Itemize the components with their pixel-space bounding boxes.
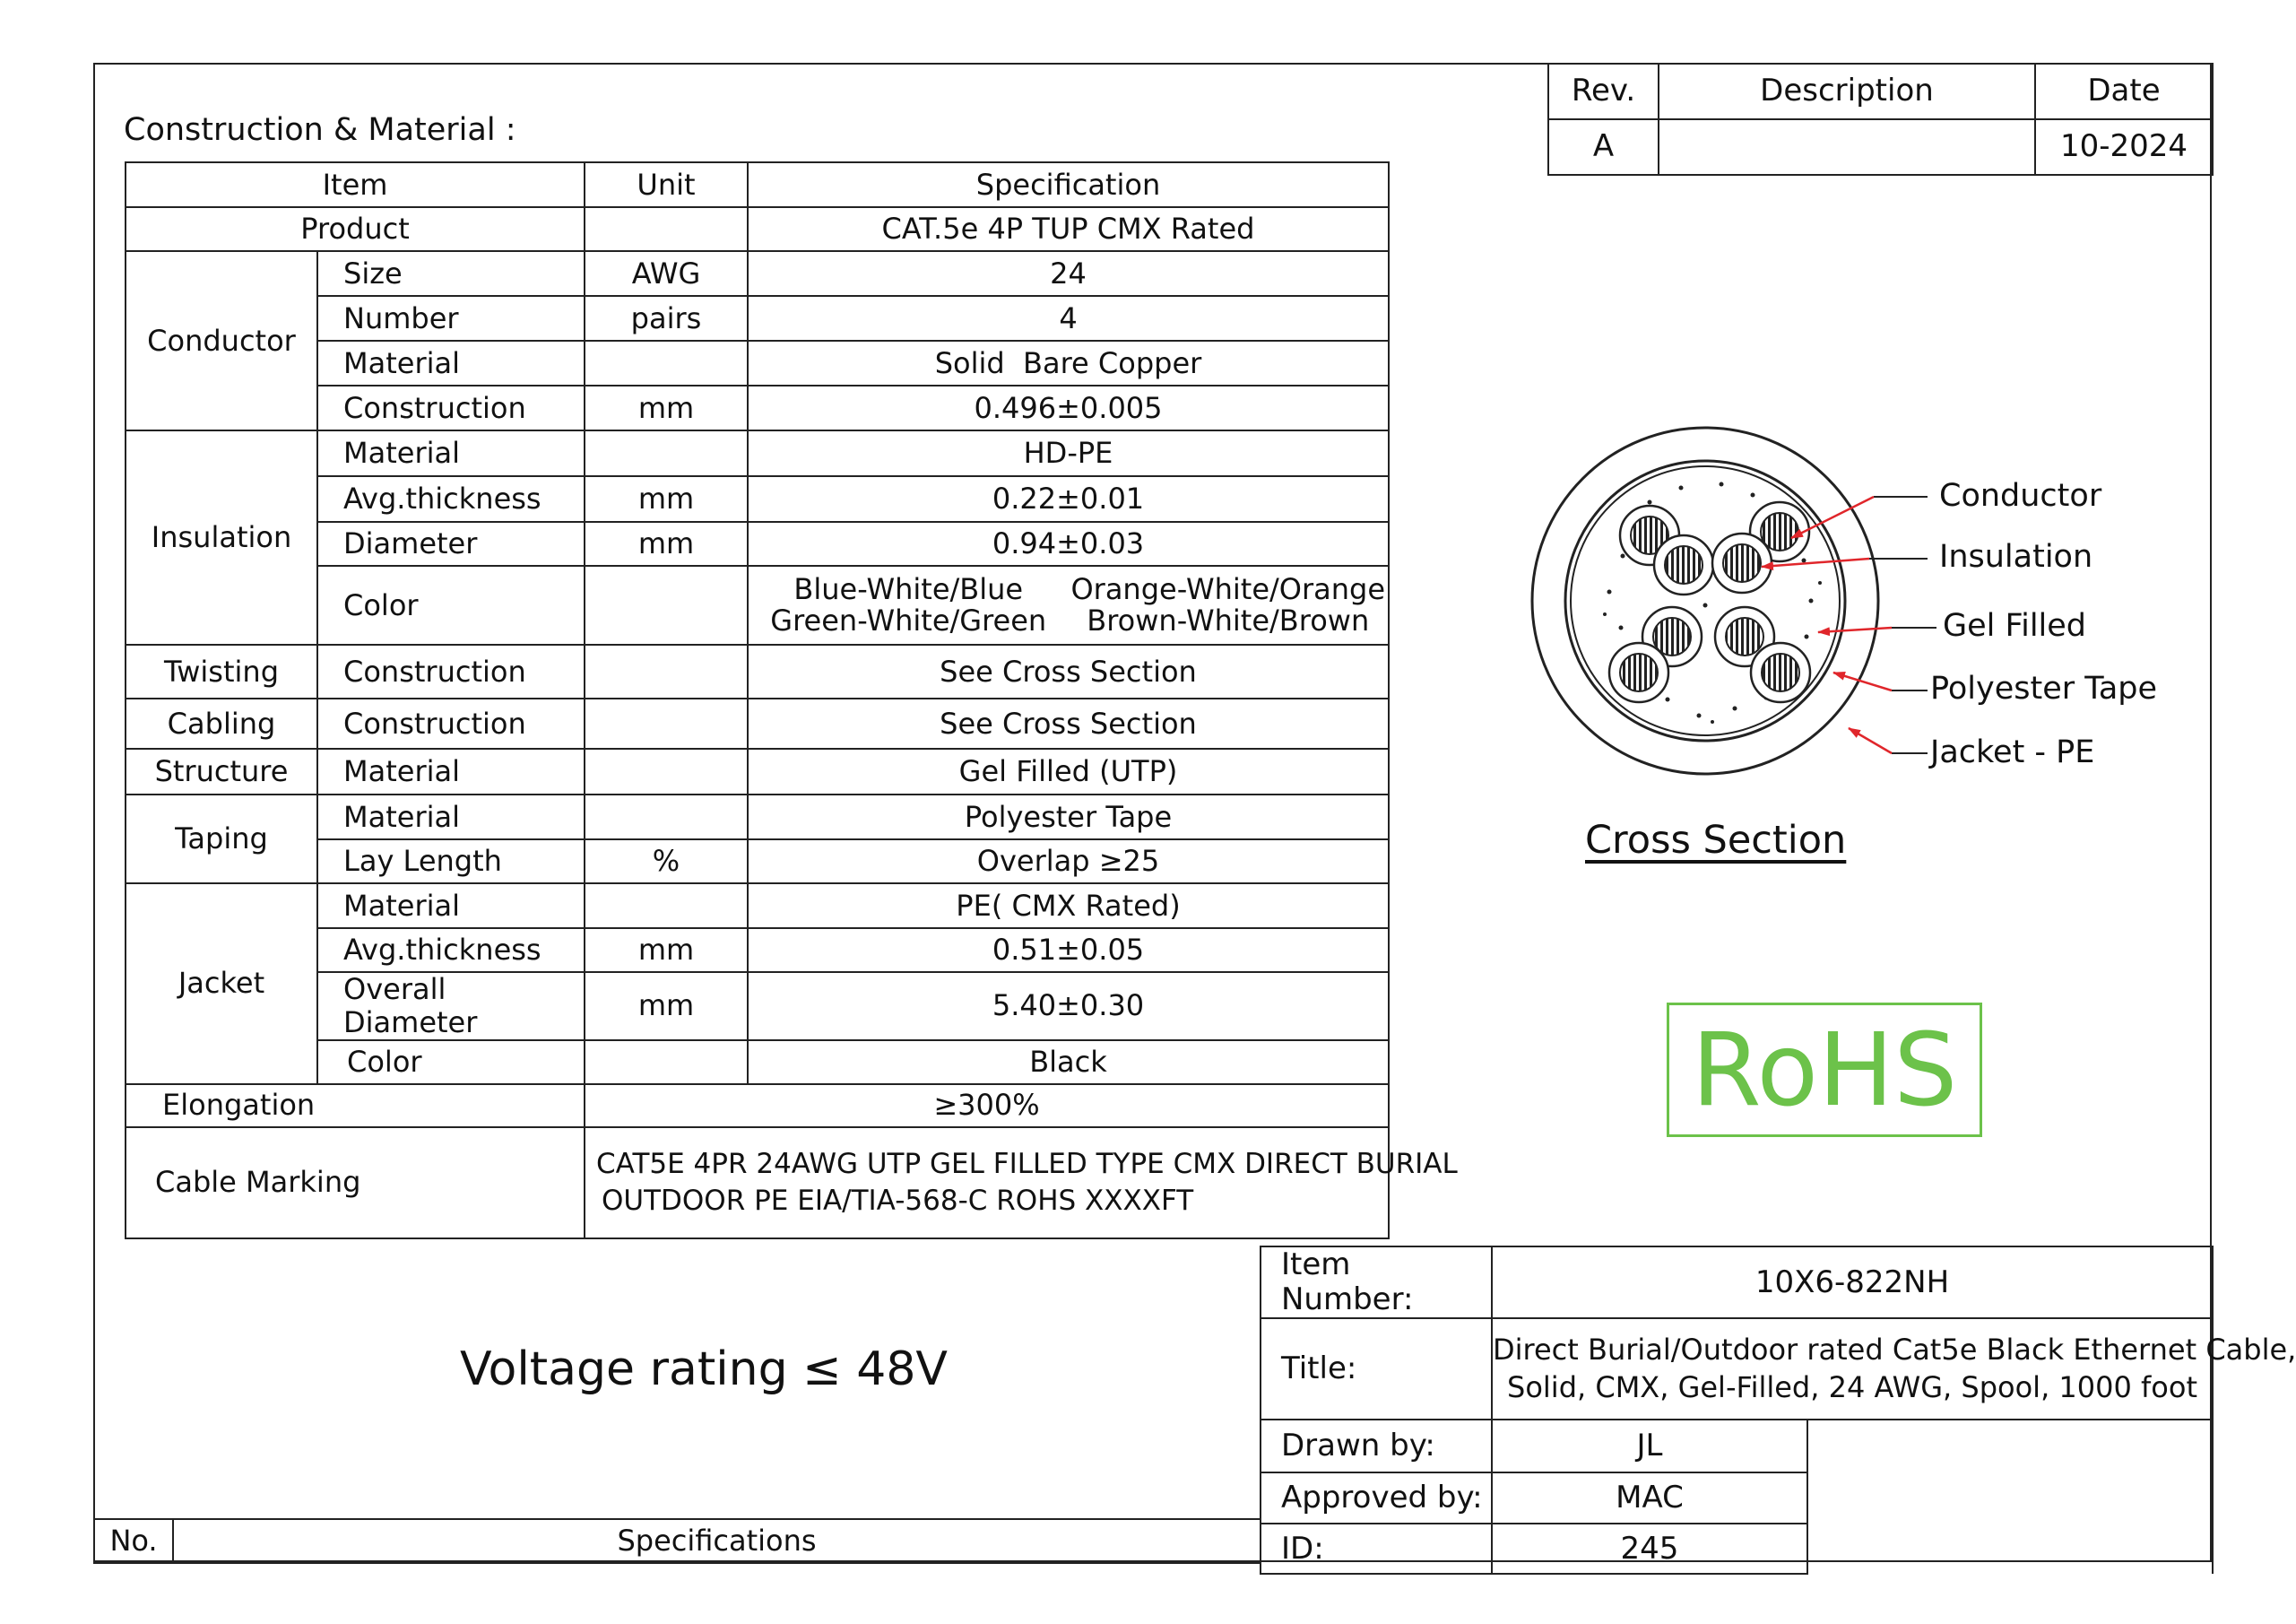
table-row bbox=[126, 1127, 1389, 1238]
id-label: ID: bbox=[1261, 1524, 1492, 1574]
description-header: Description bbox=[1659, 64, 2035, 119]
date-header: Date bbox=[2035, 64, 2213, 119]
item-number-value: 10X6-822NH bbox=[1492, 1246, 2213, 1318]
group-label-insulation: Insulation bbox=[126, 430, 317, 645]
rev-header: Rev. bbox=[1548, 64, 1659, 119]
sub-item-cell: Material bbox=[317, 883, 585, 928]
unit-cell bbox=[585, 795, 748, 839]
callout-jacket-pe: Jacket - PE bbox=[1930, 734, 2095, 770]
drawn-by-label: Drawn by: bbox=[1261, 1420, 1492, 1472]
sub-item-cell: Size bbox=[317, 251, 585, 296]
footer-row bbox=[94, 1519, 1261, 1563]
table-row bbox=[126, 1084, 1389, 1127]
sub-item-cell: Material bbox=[317, 749, 585, 795]
voltage-rating: Voltage rating ≤ 48V bbox=[460, 1342, 948, 1396]
unit-cell bbox=[585, 645, 748, 699]
color-list bbox=[749, 571, 1388, 638]
cable-marking-line: OUTDOOR PE EIA/TIA-568-C ROHS XXXXFT bbox=[602, 1184, 1194, 1217]
group-label-twisting: Twisting bbox=[126, 645, 317, 699]
sub-item-cell: Avg.thickness bbox=[317, 928, 585, 972]
row-label-elongation: Elongation bbox=[126, 1084, 585, 1127]
approved-by-label: Approved by: bbox=[1261, 1472, 1492, 1524]
table-header-row bbox=[126, 162, 1389, 207]
table-row bbox=[126, 645, 1389, 699]
sub-item-cell: Diameter bbox=[317, 522, 585, 566]
revision-header-row bbox=[1548, 64, 2213, 119]
unit-cell: mm bbox=[585, 386, 748, 430]
callout-conductor: Conductor bbox=[1939, 478, 2102, 514]
table-row bbox=[126, 795, 1389, 839]
title-line: Solid, CMX, Gel-Filled, 24 AWG, Spool, 1000 foot bbox=[1507, 1369, 2197, 1404]
title-block bbox=[1260, 1246, 2296, 1575]
callout-gel-filled: Gel Filled bbox=[1943, 608, 2087, 644]
spec-cell: 4 bbox=[748, 296, 1389, 341]
sub-item-cell: Construction bbox=[317, 699, 585, 749]
rev-value: A bbox=[1548, 119, 1659, 175]
spec-cell: ≥300% bbox=[585, 1084, 1389, 1127]
title-block-row bbox=[1261, 1246, 2213, 1318]
sub-item-cell: Number bbox=[317, 296, 585, 341]
spec-cell: CAT.5e 4P TUP CMX Rated bbox=[748, 207, 1389, 251]
cable-marking-text bbox=[585, 1127, 1458, 1238]
item-number-label: Item Number: bbox=[1261, 1246, 1492, 1318]
spec-cell: 0.22±0.01 bbox=[748, 476, 1389, 522]
cable-marking-line: CAT5E 4PR 24AWG UTP GEL FILLED TYPE CMX DIRECT BURIAL bbox=[596, 1148, 1458, 1181]
spec-cell: 24 bbox=[748, 251, 1389, 296]
title-value bbox=[1492, 1318, 2296, 1420]
unit-cell bbox=[585, 699, 748, 749]
spec-cell: 0.496±0.005 bbox=[748, 386, 1389, 430]
section-heading: Construction & Material : bbox=[124, 112, 516, 148]
color-value: Blue-White/Blue bbox=[793, 571, 1024, 606]
spec-cell: Overlap ≥25 bbox=[748, 839, 1389, 883]
sub-item-cell: Avg.thickness bbox=[317, 476, 585, 522]
unit-cell bbox=[585, 341, 748, 386]
unit-cell: % bbox=[585, 839, 748, 883]
sub-item-cell: Color bbox=[317, 1040, 585, 1084]
spec-cell: Solid Bare Copper bbox=[748, 341, 1389, 386]
title-line: Direct Burial/Outdoor rated Cat5e Black Ethernet Cable, bbox=[1493, 1333, 2296, 1368]
rohs-logo: RoHS bbox=[1667, 1003, 1982, 1137]
cross-section-diagram bbox=[1515, 413, 2196, 789]
group-label-conductor: Conductor bbox=[126, 251, 317, 430]
callout-polyester-tape: Polyester Tape bbox=[1930, 671, 2158, 707]
footer-no: No. bbox=[94, 1519, 173, 1563]
sub-item-cell: Overall Diameter bbox=[317, 972, 585, 1040]
spec-cell: 5.40±0.30 bbox=[748, 972, 1389, 1040]
sub-item-cell: Color bbox=[317, 566, 585, 645]
spec-cell-colors bbox=[748, 566, 1389, 645]
spec-cell: PE( CMX Rated) bbox=[748, 883, 1389, 928]
unit-cell bbox=[585, 566, 748, 645]
footer-specifications: Specifications bbox=[173, 1519, 1261, 1563]
sub-item-cell: Material bbox=[317, 341, 585, 386]
drawn-by-value: JL bbox=[1492, 1420, 1807, 1472]
header-item: Item bbox=[126, 162, 585, 207]
sub-item-cell: Lay Length bbox=[317, 839, 585, 883]
group-label-structure: Structure bbox=[126, 749, 317, 795]
spec-cell: Black bbox=[748, 1040, 1389, 1084]
sub-item-cell: Material bbox=[317, 795, 585, 839]
spec-cell: Gel Filled (UTP) bbox=[748, 749, 1389, 795]
color-value: Green-White/Green bbox=[770, 604, 1047, 638]
revision-row bbox=[1548, 119, 2213, 175]
unit-cell bbox=[585, 430, 748, 476]
header-unit: Unit bbox=[585, 162, 748, 207]
description-value bbox=[1659, 119, 2035, 175]
title-block-row bbox=[1261, 1318, 2213, 1420]
spec-cell: 0.51±0.05 bbox=[748, 928, 1389, 972]
spec-cell: Polyester Tape bbox=[748, 795, 1389, 839]
sub-item-cell: Construction bbox=[317, 386, 585, 430]
spec-table bbox=[125, 161, 1458, 1239]
footer-strip bbox=[93, 1518, 1261, 1564]
table-row bbox=[126, 207, 1389, 251]
unit-cell: AWG bbox=[585, 251, 748, 296]
unit-cell bbox=[585, 1040, 748, 1084]
unit-cell bbox=[585, 883, 748, 928]
unit-cell: mm bbox=[585, 476, 748, 522]
unit-cell bbox=[585, 749, 748, 795]
cross-section-title: Cross Section bbox=[1585, 818, 1847, 863]
title-label: Title: bbox=[1261, 1318, 1492, 1420]
sub-item-cell: Construction bbox=[317, 645, 585, 699]
spec-cell: See Cross Section bbox=[748, 699, 1389, 749]
unit-cell bbox=[585, 207, 748, 251]
color-value: Brown-White/Brown bbox=[1087, 604, 1370, 638]
spec-cell: HD-PE bbox=[748, 430, 1389, 476]
table-row bbox=[126, 699, 1389, 749]
callout-insulation: Insulation bbox=[1939, 539, 2093, 575]
unit-cell: mm bbox=[585, 972, 748, 1040]
table-row bbox=[126, 251, 1389, 296]
unit-cell: mm bbox=[585, 928, 748, 972]
sub-item-cell: Material bbox=[317, 430, 585, 476]
unit-cell: mm bbox=[585, 522, 748, 566]
row-label-product: Product bbox=[126, 207, 585, 251]
date-value: 10-2024 bbox=[2035, 119, 2213, 175]
row-label-cable-marking: Cable Marking bbox=[126, 1127, 585, 1238]
group-label-taping: Taping bbox=[126, 795, 317, 883]
spec-cell: See Cross Section bbox=[748, 645, 1389, 699]
table-row bbox=[126, 430, 1389, 476]
title-block-blank bbox=[1807, 1420, 2213, 1574]
header-specification: Specification bbox=[748, 162, 1389, 207]
color-value: Orange-White/Orange bbox=[1070, 571, 1386, 606]
id-value: 245 bbox=[1492, 1524, 1807, 1574]
unit-cell: pairs bbox=[585, 296, 748, 341]
revision-table bbox=[1547, 63, 2214, 176]
group-label-jacket: Jacket bbox=[126, 883, 317, 1084]
title-block-row bbox=[1261, 1420, 2213, 1472]
table-row bbox=[126, 883, 1389, 928]
group-label-cabling: Cabling bbox=[126, 699, 317, 749]
table-row bbox=[126, 749, 1389, 795]
leader-lines bbox=[1869, 497, 1936, 753]
spec-cell: 0.94±0.03 bbox=[748, 522, 1389, 566]
approved-by-value: MAC bbox=[1492, 1472, 1807, 1524]
